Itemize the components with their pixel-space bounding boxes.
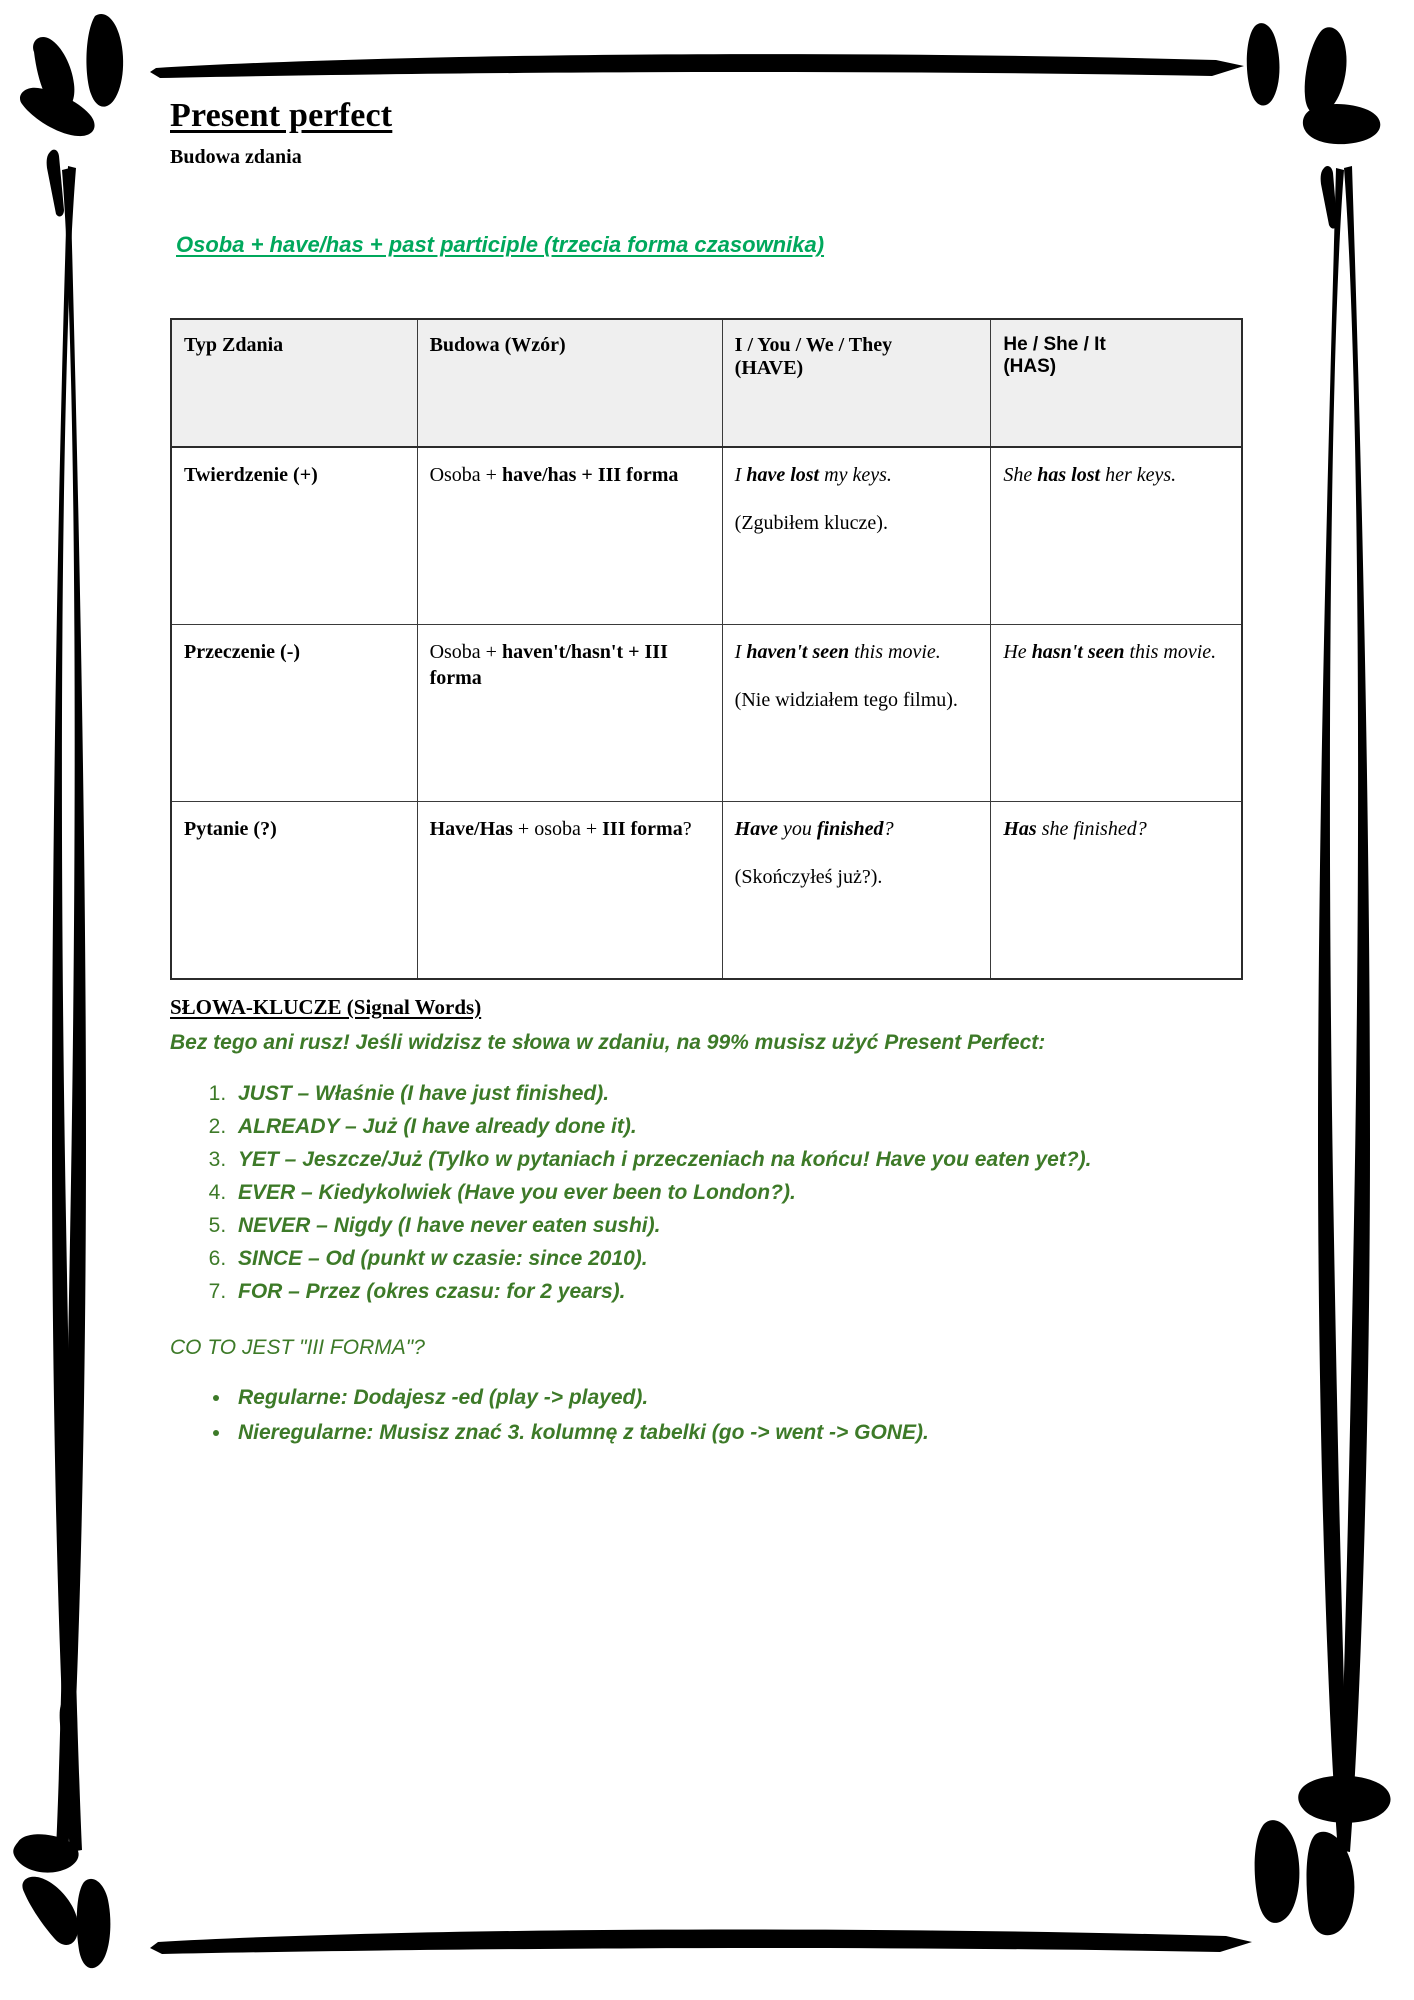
list-item: 1. JUST – Właśnie (I have just finished). [232, 1080, 1260, 1109]
page-subtitle: Budowa zdania [170, 146, 302, 169]
have-post: ? [883, 817, 894, 840]
have-bold: Have [734, 817, 778, 840]
third-form-heading: CO TO JEST "III FORMA"? [170, 1336, 425, 1360]
have-example-sentence [735, 462, 979, 488]
pattern-plain: Osoba + [429, 463, 502, 486]
list-item: • Regularne: Dodajesz -ed (play -> played). [232, 1383, 1260, 1412]
row-has-example [991, 447, 1242, 625]
have-pre: I [734, 463, 747, 486]
corner-decoration-bottom-right [1200, 1690, 1414, 2000]
has-bold: Has [1003, 817, 1037, 840]
have-translation: (Nie widziałem tego filmu). [734, 689, 958, 712]
row-have-example [722, 447, 991, 625]
formula-line: Osoba + have/has + past participle (trzecia forma czasownika) [176, 232, 825, 258]
pattern-plain-3: ? [682, 817, 692, 840]
row-pattern [417, 447, 722, 625]
have-example-sentence [735, 639, 979, 665]
signal-words-list [170, 1080, 1260, 1307]
list-item: 4. EVER – Kiedykolwiek (Have you ever been to London?). [232, 1179, 1260, 1208]
list-item: 3. YET – Jeszcze/Już (Tylko w pytaniach i przeczeniach na końcu! Have you eaten yet?). [232, 1146, 1260, 1175]
border-stroke-right [1318, 160, 1374, 1860]
table-row [171, 624, 1242, 801]
table-header-has [991, 319, 1242, 447]
table-header-type: Typ Zdania [171, 319, 417, 447]
have-pre: I [734, 640, 747, 663]
worksheet-content [170, 96, 1260, 1453]
pattern-plain: + osoba + [512, 817, 603, 840]
row-type: Twierdzenie (+) [171, 447, 417, 625]
corner-decoration-bottom-left [0, 1700, 200, 2000]
border-stroke-top [150, 42, 1250, 88]
list-item: 2. ALREADY – Już (I have already done it). [232, 1113, 1260, 1142]
border-stroke-bottom [150, 1920, 1260, 1966]
pattern-bold: have/has + III forma [501, 463, 679, 486]
row-pattern [417, 624, 722, 801]
has-post: this movie. [1124, 640, 1217, 663]
table-row [171, 801, 1242, 979]
table-header-have [722, 319, 991, 447]
table-header-pattern: Budowa (Wzór) [417, 319, 722, 447]
signal-words-heading: SŁOWA-KLUCZE (Signal Words) [170, 994, 482, 1019]
table-header-has-line1: He / She / It [1003, 333, 1106, 355]
page-title: Present perfect [170, 97, 393, 134]
has-pre: She [1003, 463, 1038, 486]
have-bold: have lost [746, 463, 820, 486]
has-bold: has lost [1037, 463, 1101, 486]
row-type: Pytanie (?) [171, 801, 417, 979]
have-post: my keys. [819, 463, 892, 486]
list-item: 7. FOR – Przez (okres czasu: for 2 years). [232, 1278, 1260, 1307]
have-post: this movie. [849, 640, 941, 663]
pattern-plain: Osoba + [429, 640, 502, 663]
list-item: • Nieregularne: Musisz znać 3. kolumnę z tabelki (go -> went -> GONE). [232, 1418, 1260, 1447]
table-header-has-line2: (HAS) [1003, 355, 1057, 377]
row-pattern [417, 801, 722, 979]
has-post: she finished? [1036, 817, 1147, 840]
have-translation: (Zgubiłem klucze). [734, 512, 888, 535]
table-header-have-line1: I / You / We / They [734, 333, 893, 356]
border-stroke-left [40, 160, 96, 1860]
have-example-sentence [735, 816, 979, 842]
have-bold: haven't seen [746, 640, 850, 663]
table-row [171, 447, 1242, 625]
pattern-bold: haven't/hasn't + III forma [429, 640, 668, 690]
has-bold: hasn't seen [1031, 640, 1125, 663]
has-post: her keys. [1100, 463, 1177, 486]
grammar-table [170, 318, 1243, 980]
have-mid: you [777, 817, 817, 840]
row-type: Przeczenie (-) [171, 624, 417, 801]
has-pre: He [1003, 640, 1032, 663]
have-bold-2: finished [816, 817, 884, 840]
row-have-example [722, 624, 991, 801]
have-translation: (Skończyłeś już?). [734, 866, 883, 889]
list-item: 6. SINCE – Od (punkt w czasie: since 2010). [232, 1245, 1260, 1274]
table-header-have-line2: (HAVE) [734, 356, 804, 379]
pattern-bold: Have/Has [429, 817, 513, 840]
pattern-bold-2: III forma [602, 817, 683, 840]
row-has-example [991, 801, 1242, 979]
list-item: 5. NEVER – Nigdy (I have never eaten sushi). [232, 1212, 1260, 1241]
signal-words-intro: Bez tego ani rusz! Jeśli widzisz te słowa w zdaniu, na 99% musisz użyć Present Perfect: [170, 1030, 1046, 1054]
third-form-list [170, 1383, 1260, 1448]
table-header-row [171, 319, 1242, 447]
row-has-example [991, 624, 1242, 801]
row-have-example [722, 801, 991, 979]
